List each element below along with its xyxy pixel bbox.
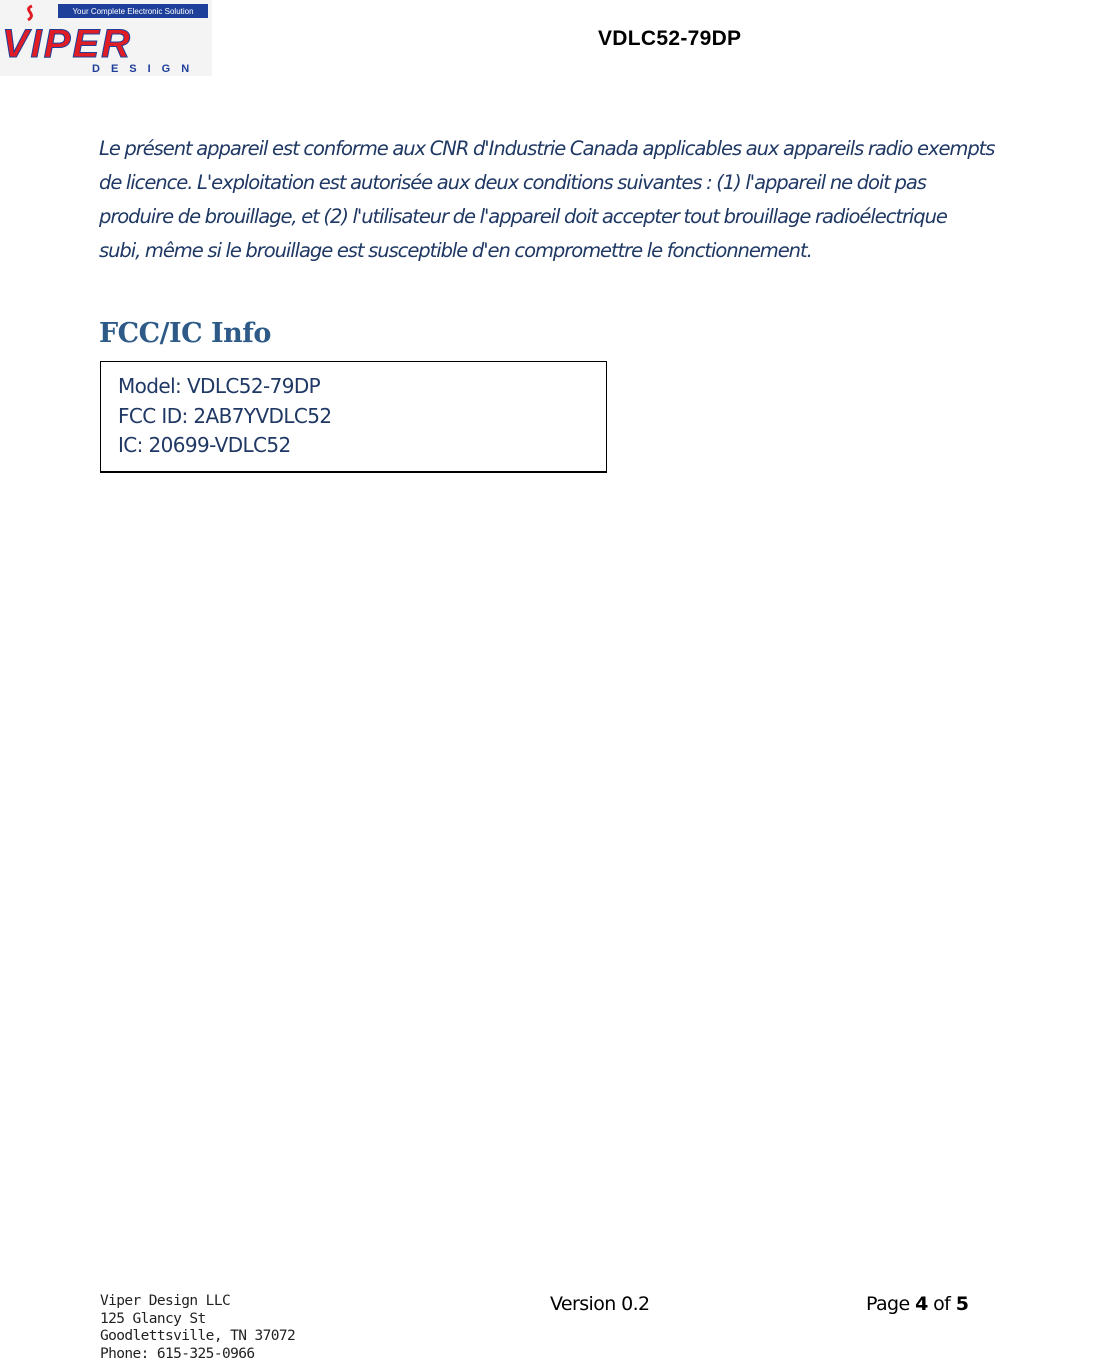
ic-line: IC: 20699-VDLC52 — [118, 431, 332, 461]
page-prefix: Page — [866, 1293, 910, 1315]
viper-design-logo — [0, 0, 212, 76]
notice-line: produire de brouillage, et (2) l'utilisateur de l'appareil doit accepter tout brouillage radioélectrique — [99, 200, 1099, 234]
ic-compliance-notice — [99, 132, 1099, 268]
company-phone: Phone: 615-325-0966 — [100, 1346, 295, 1363]
fcc-ic-heading: FCC/IC Info — [99, 318, 271, 349]
company-city: Goodlettsville, TN 37072 — [100, 1328, 295, 1346]
document-model-title: VDLC52-79DP — [598, 27, 741, 51]
company-name: Viper Design LLC — [100, 1293, 295, 1311]
page-total: 5 — [956, 1293, 969, 1315]
notice-line: Le présent appareil est conforme aux CNR d'Industrie Canada applicables aux appareils radio exempts — [99, 132, 1099, 166]
company-street: 125 Glancy St — [100, 1311, 295, 1329]
fcc-id-line: FCC ID: 2AB7YVDLC52 — [118, 402, 332, 432]
notice-line: de licence. L'exploitation est autorisée aux deux conditions suivantes : (1) l'appareil ne doit pas — [99, 166, 1099, 200]
footer-company-address — [100, 1293, 295, 1363]
page-separator: of — [933, 1293, 950, 1315]
logo-wordmark: VIPER — [2, 22, 132, 66]
notice-line: subi, même si le brouillage est susceptible d'en compromettre le fonctionnement. — [99, 234, 1099, 268]
fcc-ic-info-box — [100, 361, 607, 473]
logo-tagline: Your Complete Electronic Solution — [72, 7, 193, 16]
model-line: Model: VDLC52-79DP — [118, 372, 332, 402]
document-version: Version 0.2 — [550, 1293, 650, 1315]
page-current: 4 — [915, 1293, 928, 1315]
logo-subtitle: DESIGN — [92, 63, 200, 75]
page-indicator — [866, 1293, 968, 1315]
